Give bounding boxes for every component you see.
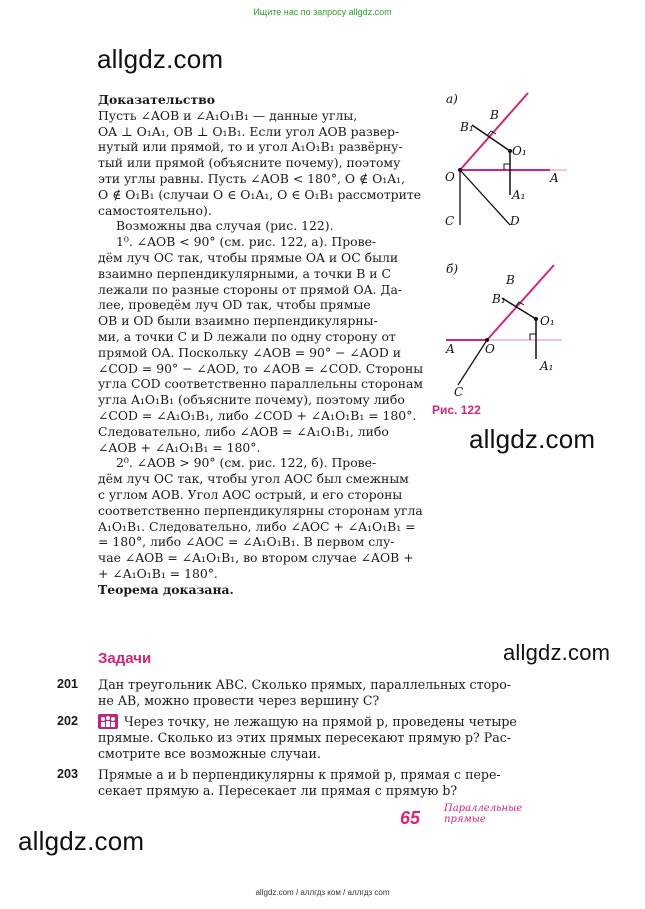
proof-line: 2⁰. ∠AOB > 90° (см. рис. 122, б). Прове- <box>116 455 377 471</box>
proof-line: Пусть ∠AOB и ∠A₁O₁B₁ — данные углы, <box>98 107 358 123</box>
section-title: Параллельные прямые <box>444 803 523 825</box>
proof-line: лее, проведём луч OD так, чтобы прямые <box>98 297 371 313</box>
proof-line: лежали по разные стороны от прямой OA. Да- <box>98 281 403 297</box>
proof-line: угла COD соответственно параллельны сторонам <box>98 376 424 392</box>
figure-122-b <box>432 255 582 400</box>
task-202: 202 Через точку, не лежащую на прямой p, проведены четыре прямые. Сколько из этих прямых пересекают прямую p? Рас- смотрите все возможные случаи. <box>57 714 517 761</box>
task-203: 203 Прямые a и b перпендикулярны к прямой p, прямая c пере- секает прямую a. Пересекает ли прямая c прямую b? <box>57 767 501 798</box>
task-number: 201 <box>57 677 79 691</box>
proof-line: A₁O₁B₁. Следовательно, либо ∠AOC + ∠A₁O₁B₁ = <box>98 518 416 534</box>
label-o: O <box>445 170 455 184</box>
watermark: allgdz.com <box>503 640 611 665</box>
ray-oc <box>458 340 487 385</box>
proof-line: O ∉ O₁B₁ (случаи O ∈ O₁A₁, O ∈ O₁B₁ рассмотрите <box>98 186 422 202</box>
proof-line: самостоятельно). <box>98 202 212 218</box>
figure-caption: Рис. 122 <box>432 403 481 417</box>
proof-line: нутый или прямой, то и угол A₁O₁B₁ развёрну- <box>98 139 403 155</box>
figure-122-a <box>432 85 582 235</box>
top-banner[interactable]: Ищите нас по запросу allgdz.com <box>253 7 392 17</box>
proof-line: с углом AOB. Угол AOC острый, и его стороны <box>98 486 403 502</box>
proof-line: Следовательно, либо ∠AOB = ∠A₁O₁B₁, либо <box>98 423 389 439</box>
label-a: A <box>446 342 455 356</box>
ray-o1b1 <box>502 298 536 319</box>
proof-line: взаимно перпендикулярными, а точки B и C <box>98 265 391 281</box>
proof-line: тый или прямой (объясните почему), поэтому <box>98 155 401 171</box>
proof-line: чае ∠AOB = ∠A₁O₁B₁, во втором случае ∠AOB + <box>98 550 414 566</box>
proof-line: 1⁰. ∠AOB < 90° (см. рис. 122, а). Прове- <box>116 234 377 250</box>
label-a1: A₁ <box>512 188 526 202</box>
proof-line: + ∠A₁O₁B₁ = 180°. <box>98 565 218 581</box>
figure-part-b-label: б) <box>446 262 459 276</box>
label-o: O <box>485 342 495 356</box>
label-c: C <box>445 214 455 228</box>
proof-line: дём луч OC так, чтобы угол AOC был смежным <box>98 471 409 487</box>
figure-part-a-label: а) <box>446 92 458 106</box>
proof-lines <box>98 108 428 582</box>
proof-line: = 180°, либо ∠AOC = ∠A₁O₁B₁. В первом слу- <box>98 534 395 550</box>
bottom-banner[interactable]: allgdz.com / аллгдз ком / аллгдз com <box>255 888 390 897</box>
label-d: D <box>510 214 520 228</box>
label-b: B <box>506 273 515 287</box>
proof-line: эти углы равны. Пусть ∠AOB < 180°, O ∉ O₁A₁, <box>98 170 406 186</box>
proof-line: ми, а точки C и D лежали по одну сторону от <box>98 328 396 344</box>
group-work-icon <box>98 714 118 729</box>
label-b1: B₁ <box>492 292 506 306</box>
proof-line: ∠COD = ∠A₁O₁B₁, либо ∠COD + ∠A₁O₁B₁ = 180°. <box>98 407 417 423</box>
page-number: 65 <box>400 808 421 828</box>
label-c: C <box>454 385 464 399</box>
label-a1: A₁ <box>540 359 554 373</box>
ray-o1b1 <box>472 125 510 151</box>
watermark: allgdz.com <box>18 826 145 856</box>
proof-line: Возможны два случая (рис. 122). <box>116 218 334 234</box>
task-201: 201 Дан треугольник ABC. Сколько прямых, параллельных сторо- не AB, можно провести через вершину C? <box>57 677 512 708</box>
label-b1: B₁ <box>460 120 474 134</box>
proof-block <box>98 92 428 598</box>
watermark: allgdz.com <box>97 44 224 74</box>
ray-od <box>460 170 510 225</box>
label-o1: O₁ <box>512 144 527 158</box>
proof-line: OA ⊥ O₁A₁, OB ⊥ O₁B₁. Если угол AOB развер- <box>98 123 400 139</box>
proof-line: ∠COD = 90° − ∠AOD, то ∠AOB = ∠COD. Стороны <box>98 360 424 376</box>
watermark: allgdz.com <box>469 424 596 454</box>
label-a: A <box>550 171 559 185</box>
label-o1: O₁ <box>540 314 555 328</box>
proof-line: угла A₁O₁B₁ (объясните почему), поэтому либо <box>98 392 405 408</box>
task-number: 203 <box>57 767 79 781</box>
proof-line: прямой OA. Поскольку ∠AOB = 90° − ∠AOD и <box>98 344 401 360</box>
proof-conclusion: Теорема доказана. <box>98 581 234 597</box>
proof-title: Доказательство <box>98 92 215 107</box>
proof-line: соответственно перпендикулярны сторонам угла <box>98 502 423 518</box>
proof-line: дём луч OC так, чтобы прямые OA и OC были <box>98 249 399 265</box>
tasks-heading: Задачи <box>98 650 152 667</box>
label-b: B <box>490 108 499 122</box>
proof-line: OB и OD были взаимно перпендикулярны- <box>98 313 378 329</box>
proof-line: ∠AOB + ∠A₁O₁B₁ = 180°. <box>98 439 261 455</box>
task-number: 202 <box>57 714 79 728</box>
